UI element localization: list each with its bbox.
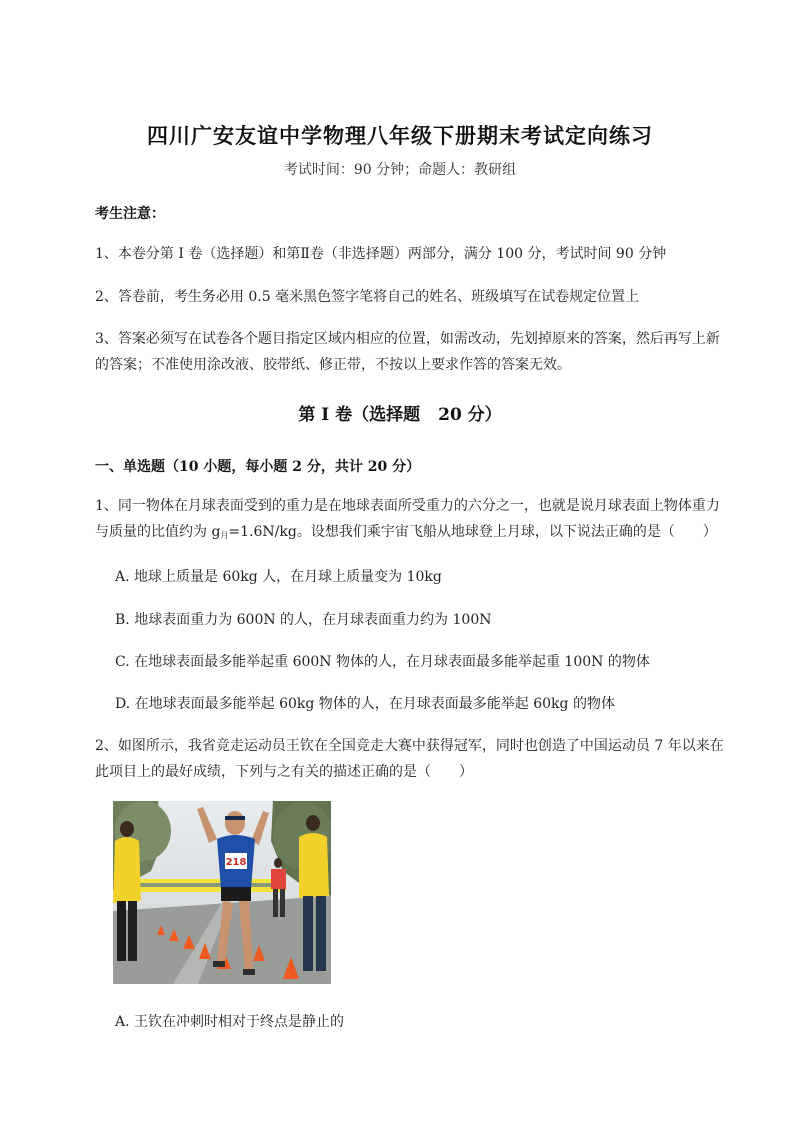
notice-item-2: 2、答卷前，考生务必用 0.5 毫米黑色签字笔将自己的姓名、班级填写在试卷规定位置上: [95, 289, 640, 305]
question-1-option-c: C. 在地球表面最多能举起重 600N 物体的人，在月球表面最多能举起重 100N 的物体: [115, 654, 650, 670]
notice-item-1: 1、本卷分第 I 卷（选择题）和第Ⅱ卷（非选择题）两部分，满分 100 分，考试时间 90 分钟: [95, 246, 667, 262]
question-group-heading: 一、单选题（10 小题，每小题 2 分，共计 20 分）: [95, 459, 421, 475]
exam-subtitle: 考试时间：90 分钟；命题人：教研组: [283, 162, 517, 178]
section-title-label: 第 I 卷（选择题: [298, 405, 421, 425]
bib-number: 218: [225, 857, 247, 868]
race-walker-photo: [113, 801, 331, 984]
notice-item-3: 3、答案必须写在试卷各个题目指定区域内相应的位置，如需改动，先划掉原来的答案，然后再写上新的答案；不准使用涂改液、胶带纸、修正带，不按以上要求作答的答案无效。: [95, 331, 720, 373]
question-1-option-b: B. 地球表面重力为 600N 的人，在月球表面重力约为 100N: [115, 612, 492, 628]
question-1-stem-line1: 1、同一物体在月球表面受到的重力是在地球表面所受重力的六分之一，也就是说月球表面上物体重力: [95, 498, 720, 514]
question-2-stem: 2、如图所示，我省竞走运动员王钦在全国竞走大赛中获得冠军，同时也创造了中国运动员 7 年以来在此项目上的最好成绩，下列与之有关的描述正确的是（ ）: [95, 738, 724, 780]
section-title-points: 20 分）: [438, 405, 502, 425]
gravity-subscript: 月: [220, 531, 229, 540]
question-1-stem: [95, 493, 725, 549]
question-1-stem-line2: 与质量的比值约为 g月=1.6N/kg。设想我们乘宇宙飞船从地球登上月球，以下说法正确的是（ ）: [95, 524, 717, 540]
section-title: [0, 400, 800, 425]
question-1-option-a: A. 地球上质量是 60kg 人，在月球上质量变为 10kg: [115, 569, 442, 585]
question-2-option-a: A. 王钦在冲刺时相对于终点是静止的: [115, 1014, 345, 1030]
exam-title: 四川广安友谊中学物理八年级下册期末考试定向练习: [147, 123, 653, 148]
question-1-option-d: D. 在地球表面最多能举起 60kg 物体的人，在月球表面最多能举起 60kg 的物体: [115, 696, 615, 712]
notice-heading: 考生注意：: [95, 206, 165, 222]
